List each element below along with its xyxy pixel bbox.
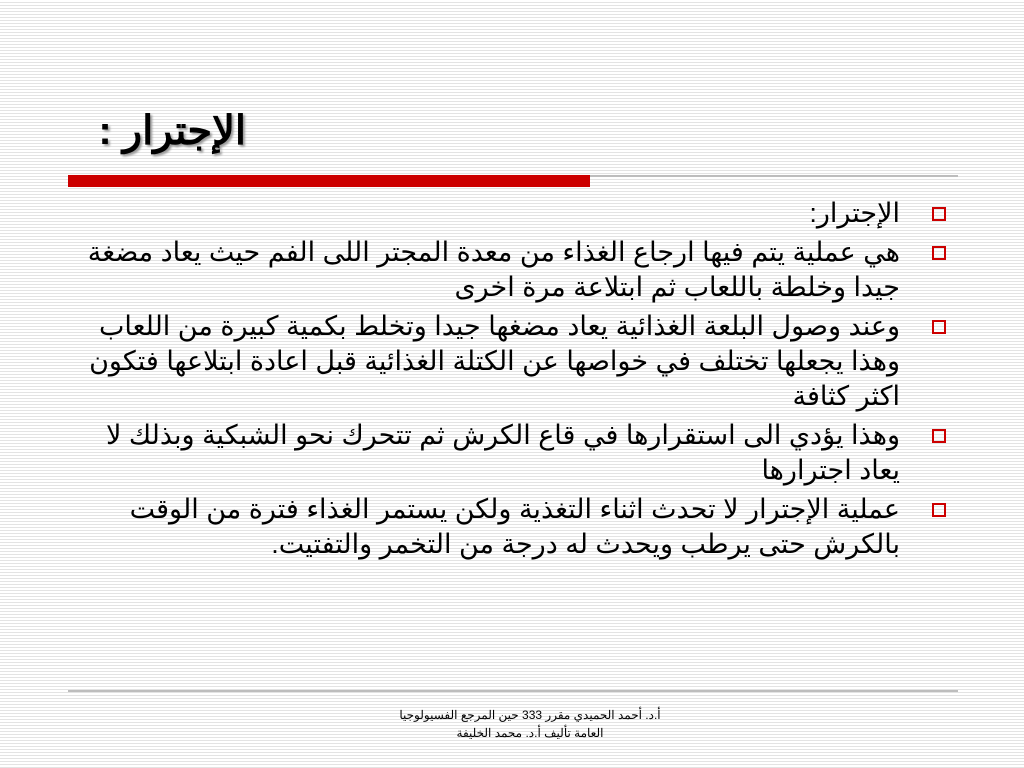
bullet-item [60, 418, 960, 488]
hollow-square-icon [932, 207, 946, 221]
bullet-text: وهذا يؤدي الى استقرارها في قاع الكرش ثم تتحرك نحو الشبكية وبذلك لا يعاد اجترارها [105, 420, 900, 485]
slide-footer [280, 706, 780, 742]
title-underline-grey [590, 175, 958, 177]
hollow-square-icon [932, 503, 946, 517]
bullet-item [60, 309, 960, 414]
title-underline-red [68, 175, 590, 187]
footer-line-2: العامة تأليف أ.د. محمد الخليفة [456, 726, 604, 740]
footer-divider [68, 690, 958, 692]
bullet-text: الإجترار: [809, 198, 900, 228]
bullet-text: عملية الإجترار لا تحدث اثناء التغذية ولكن يستمر الغذاء فترة من الوقت بالكرش حتى يرطب ويحدث له درجة من التخمر والتفتيت. [129, 494, 900, 559]
slide-title: الإجترار : [98, 109, 246, 153]
bullet-text: وعند وصول البلعة الغذائية يعاد مضغها جيدا وتخلط بكمية كبيرة من اللعاب وهذا يجعلها تختلف في خواصها عن الكتلة الغذائية قبل اعادة ابتلاعها فتكون اكثر كثافة [89, 311, 900, 411]
hollow-square-icon [932, 320, 946, 334]
hollow-square-icon [932, 429, 946, 443]
bullet-item [60, 196, 960, 231]
bullet-item [60, 235, 960, 305]
footer-line-1: أ.د. أحمد الحميدي مقرر 333 حين المرجع الفسيولوجيا [399, 708, 661, 722]
bullet-item [60, 492, 960, 562]
title-underline [68, 175, 958, 187]
bullet-text: هي عملية يتم فيها ارجاع الغذاء من معدة المجتر اللى الفم حيث يعاد مضغة جيدا وخلطة باللعاب ثم ابتلاعة مرة اخرى [87, 237, 900, 302]
hollow-square-icon [932, 246, 946, 260]
bullet-list [60, 196, 960, 566]
